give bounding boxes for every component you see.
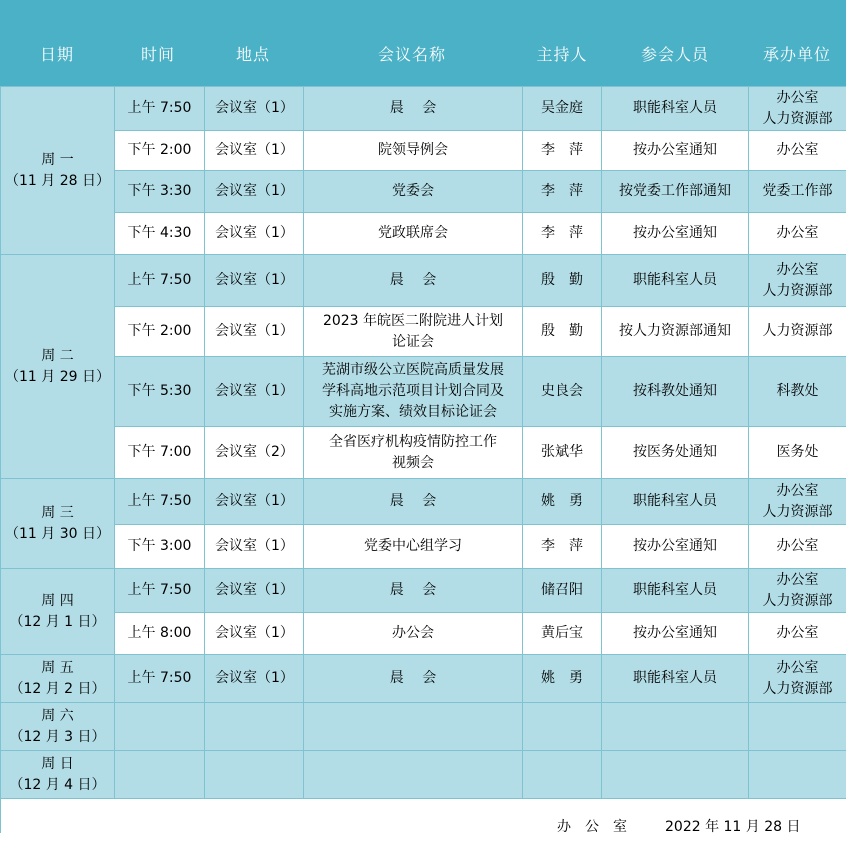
weekday-label: 周 一: [41, 151, 74, 168]
meeting-host: [523, 479, 602, 525]
meeting-organizer: [749, 255, 846, 307]
meeting-attendees-text: 职能科室人员: [633, 272, 717, 288]
meeting-location: [205, 255, 304, 307]
meeting-time: [115, 87, 205, 131]
meeting-attendees: [602, 307, 749, 357]
day-date-label: （12 月 3 日）: [9, 728, 106, 745]
meeting-location-text: 会议室（2）: [215, 444, 294, 460]
meeting-host: [523, 131, 602, 171]
day-date-label: （12 月 2 日）: [9, 680, 106, 697]
meeting-time-text: 上午 8:00: [127, 625, 192, 641]
meeting-attendees: [602, 569, 749, 613]
meeting-location-text: 会议室（1）: [215, 383, 294, 399]
meeting-time: [115, 255, 205, 307]
header-host: 主持人: [536, 45, 588, 64]
header-meeting-name: 会议名称: [377, 45, 447, 64]
meeting-name-text: 晨 会: [389, 493, 437, 509]
weekday-label: 周 四: [41, 592, 74, 609]
meeting-host: [523, 357, 602, 427]
header-organizer: 承办单位: [762, 45, 832, 64]
meeting-attendees-text: 职能科室人员: [633, 670, 717, 686]
meeting-organizer: [749, 655, 846, 703]
weekday-label: 周 三: [41, 504, 74, 521]
meeting-organizer-text: 人力资源部: [762, 680, 833, 697]
meeting-name: [304, 569, 523, 613]
meeting-organizer-text: 办公室: [776, 89, 819, 106]
table-row: [1, 131, 846, 171]
day-date-label: （12 月 1 日）: [9, 613, 106, 630]
meeting-organizer: [749, 703, 846, 751]
meeting-location: [205, 569, 304, 613]
meeting-host: [523, 213, 602, 255]
table-row: [1, 357, 846, 427]
meeting-time-text: 上午 7:50: [127, 670, 192, 686]
meeting-name: [304, 357, 523, 427]
meeting-time: [115, 357, 205, 427]
meeting-organizer: [749, 87, 846, 131]
meeting-host-text: 姚 勇: [541, 670, 583, 686]
meeting-host: [523, 171, 602, 213]
meeting-organizer-text: 办公室: [776, 261, 819, 278]
meeting-time-text: 下午 3:30: [127, 183, 192, 199]
meeting-attendees: [602, 703, 749, 751]
meeting-organizer-text: 办公室: [776, 482, 819, 499]
meeting-name-text: 2023 年皖医二附院进人计划: [322, 312, 504, 329]
table-row: [1, 613, 846, 655]
meeting-location: [205, 703, 304, 751]
meeting-organizer-text: 办公室: [776, 225, 819, 241]
meeting-organizer-text: 党委工作部: [762, 183, 833, 199]
meeting-host-text: 吴金庭: [541, 100, 583, 116]
meeting-location: [205, 479, 304, 525]
meeting-organizer: [749, 357, 846, 427]
table-row: [1, 307, 846, 357]
table-row: [1, 525, 846, 569]
meeting-organizer: [749, 569, 846, 613]
meeting-host-text: 李 萍: [541, 142, 583, 158]
meeting-name-text: 党委中心组学习: [364, 538, 462, 554]
meeting-name: [304, 307, 523, 357]
meeting-location: [205, 307, 304, 357]
meeting-attendees-text: 按办公室通知: [633, 625, 717, 641]
day-date-label: （11 月 30 日）: [5, 525, 110, 542]
meeting-attendees: [602, 479, 749, 525]
table-row: [1, 655, 846, 703]
day-cell: [1, 255, 115, 479]
table-row: [1, 479, 846, 525]
meeting-location: [205, 613, 304, 655]
meeting-location: [205, 87, 304, 131]
meeting-host-text: 姚 勇: [541, 493, 583, 509]
meeting-time-text: 下午 3:00: [127, 538, 192, 554]
meeting-location: [205, 751, 304, 799]
meeting-attendees-text: 职能科室人员: [633, 582, 717, 598]
table-row: [1, 751, 846, 799]
meeting-time: [115, 703, 205, 751]
meeting-organizer-text: 办公室: [776, 571, 819, 588]
meeting-attendees: [602, 255, 749, 307]
meeting-time: [115, 569, 205, 613]
meeting-host-text: 殷 勤: [541, 323, 583, 339]
meeting-name-text: 党委会: [392, 183, 434, 199]
meeting-organizer: [749, 613, 846, 655]
meeting-time: [115, 479, 205, 525]
meeting-organizer-text: 人力资源部: [762, 282, 833, 299]
meeting-host: [523, 87, 602, 131]
day-date-label: （12 月 4 日）: [9, 776, 106, 793]
meeting-organizer: [749, 131, 846, 171]
meeting-host-text: 黄后宝: [541, 625, 583, 641]
table-header: [0, 0, 846, 86]
meeting-location: [205, 525, 304, 569]
meeting-name: [304, 479, 523, 525]
meeting-organizer-text: 办公室: [776, 142, 819, 158]
meeting-location-text: 会议室（1）: [215, 225, 294, 241]
day-date-label: （11 月 28 日）: [5, 172, 110, 189]
meeting-name: [304, 87, 523, 131]
meeting-name-text: 全省医疗机构疫情防控工作: [329, 433, 497, 450]
day-date-label: （11 月 29 日）: [5, 368, 110, 385]
meeting-time: [115, 751, 205, 799]
meeting-attendees: [602, 213, 749, 255]
day-cell: [1, 479, 115, 569]
meeting-name: [304, 171, 523, 213]
meeting-attendees: [602, 525, 749, 569]
footer-date: 2022 年 11 月 28 日: [665, 819, 801, 835]
meeting-host: [523, 703, 602, 751]
meeting-name: [304, 613, 523, 655]
meeting-name-text: 学科高地示范项目计划合同及: [322, 383, 504, 399]
meeting-name: [304, 525, 523, 569]
meeting-host-text: 史良会: [541, 383, 583, 399]
meeting-host: [523, 307, 602, 357]
table-row: [1, 171, 846, 213]
meeting-location-text: 会议室（1）: [215, 493, 294, 509]
header-location: 地点: [235, 45, 271, 64]
meeting-time-text: 下午 2:00: [127, 142, 192, 158]
meeting-attendees-text: 按科教处通知: [633, 383, 717, 399]
meeting-name: [304, 255, 523, 307]
meeting-organizer-text: 办公室: [776, 659, 819, 676]
meeting-organizer-text: 人力资源部: [762, 323, 833, 339]
header-attendees: 参会人员: [640, 45, 710, 64]
meeting-organizer: [749, 479, 846, 525]
meeting-location-text: 会议室（1）: [215, 183, 294, 199]
meeting-location-text: 会议室（1）: [215, 582, 294, 598]
meeting-organizer-text: 人力资源部: [762, 110, 833, 127]
meeting-name-text: 论证会: [392, 333, 434, 350]
meeting-time-text: 下午 5:30: [127, 383, 192, 399]
meeting-host-text: 李 萍: [541, 538, 583, 554]
meeting-location-text: 会议室（1）: [215, 142, 294, 158]
meeting-name: [304, 655, 523, 703]
meeting-attendees: [602, 427, 749, 479]
meeting-attendees: [602, 357, 749, 427]
meeting-name-text: 办公会: [392, 625, 434, 641]
weekday-label: 周 五: [41, 659, 74, 676]
meeting-attendees: [602, 87, 749, 131]
meeting-time: [115, 613, 205, 655]
meeting-host-text: 李 萍: [541, 183, 583, 199]
day-cell: [1, 87, 115, 255]
meeting-attendees-text: 职能科室人员: [633, 493, 717, 509]
meeting-name: [304, 427, 523, 479]
footer-office: 办 公 室: [557, 819, 627, 835]
meeting-attendees: [602, 613, 749, 655]
day-cell: [1, 655, 115, 703]
meeting-location-text: 会议室（1）: [215, 670, 294, 686]
day-cell: [1, 751, 115, 799]
meeting-time: [115, 171, 205, 213]
meeting-time-text: 上午 7:50: [127, 582, 192, 598]
meeting-name: [304, 703, 523, 751]
meeting-time: [115, 655, 205, 703]
meeting-location-text: 会议室（1）: [215, 625, 294, 641]
meeting-location: [205, 213, 304, 255]
meeting-attendees-text: 按党委工作部通知: [619, 183, 731, 199]
meeting-name-text: 晨 会: [389, 100, 437, 116]
meeting-host-text: 储召阳: [541, 582, 583, 598]
meeting-host-text: 殷 勤: [541, 272, 583, 288]
meeting-location-text: 会议室（1）: [215, 538, 294, 554]
meeting-location-text: 会议室（1）: [215, 272, 294, 288]
meeting-organizer-text: 人力资源部: [762, 503, 833, 520]
meeting-location-text: 会议室（1）: [215, 323, 294, 339]
weekday-label: 周 二: [41, 347, 74, 364]
day-cell: [1, 569, 115, 655]
meeting-location: [205, 655, 304, 703]
meeting-attendees-text: 按人力资源部通知: [619, 323, 731, 339]
meeting-name: [304, 131, 523, 171]
table-row: [1, 703, 846, 751]
weekday-label: 周 六: [41, 707, 74, 724]
meeting-time: [115, 131, 205, 171]
meeting-name-text: 芜湖市级公立医院高质量发展: [322, 362, 504, 378]
meeting-attendees: [602, 751, 749, 799]
meeting-name: [304, 751, 523, 799]
header-date: 日期: [39, 45, 75, 64]
meeting-name-text: 晨 会: [389, 582, 437, 598]
meeting-host: [523, 569, 602, 613]
meeting-host-text: 李 萍: [541, 225, 583, 241]
meeting-time-text: 下午 4:30: [127, 225, 192, 241]
day-cell: [1, 703, 115, 751]
meeting-organizer-text: 办公室: [776, 538, 819, 554]
meeting-organizer: [749, 171, 846, 213]
meeting-time-text: 下午 7:00: [127, 444, 192, 460]
meeting-organizer: [749, 427, 846, 479]
meeting-time-text: 上午 7:50: [127, 493, 192, 509]
meeting-organizer-text: 人力资源部: [762, 592, 833, 609]
meeting-location-text: 会议室（1）: [215, 100, 294, 116]
table-row: [1, 255, 846, 307]
meeting-attendees-text: 按办公室通知: [633, 142, 717, 158]
meeting-attendees-text: 职能科室人员: [633, 100, 717, 116]
meeting-attendees-text: 按医务处通知: [633, 444, 717, 460]
meeting-location: [205, 171, 304, 213]
meeting-organizer: [749, 307, 846, 357]
meeting-location: [205, 357, 304, 427]
meeting-time-text: 下午 2:00: [127, 323, 192, 339]
meeting-location: [205, 131, 304, 171]
meeting-name-text: 晨 会: [389, 272, 437, 288]
meeting-attendees-text: 按办公室通知: [633, 225, 717, 241]
meeting-organizer-text: 医务处: [776, 444, 819, 460]
schedule-table: [0, 86, 846, 833]
meeting-organizer: [749, 525, 846, 569]
meeting-time: [115, 525, 205, 569]
table-row: [1, 87, 846, 131]
meeting-host: [523, 427, 602, 479]
meeting-host: [523, 525, 602, 569]
meeting-organizer: [749, 213, 846, 255]
table-row: [1, 569, 846, 613]
meeting-host: [523, 751, 602, 799]
meeting-organizer: [749, 751, 846, 799]
table-row: [1, 427, 846, 479]
meeting-host: [523, 613, 602, 655]
meeting-attendees-text: 按办公室通知: [633, 538, 717, 554]
meeting-organizer-text: 办公室: [776, 625, 819, 641]
meeting-name-text: 晨 会: [389, 670, 437, 686]
meeting-host: [523, 655, 602, 703]
meeting-time: [115, 427, 205, 479]
meeting-name: [304, 213, 523, 255]
meeting-name-text: 党政联席会: [378, 225, 448, 241]
meeting-name-text: 视频会: [392, 454, 434, 471]
header-time: 时间: [140, 45, 176, 64]
meeting-host: [523, 255, 602, 307]
meeting-location: [205, 427, 304, 479]
meeting-time: [115, 213, 205, 255]
meeting-time-text: 上午 7:50: [127, 100, 192, 116]
meeting-name-text: 院领导例会: [378, 142, 448, 158]
meeting-attendees: [602, 131, 749, 171]
table-row: [1, 213, 846, 255]
meeting-host-text: 张斌华: [541, 444, 583, 460]
meeting-time: [115, 307, 205, 357]
meeting-time-text: 上午 7:50: [127, 272, 192, 288]
meeting-attendees: [602, 655, 749, 703]
meeting-organizer-text: 科教处: [776, 383, 819, 399]
meeting-name-text: 实施方案、绩效目标论证会: [329, 404, 497, 420]
weekday-label: 周 日: [41, 755, 74, 772]
meeting-attendees: [602, 171, 749, 213]
